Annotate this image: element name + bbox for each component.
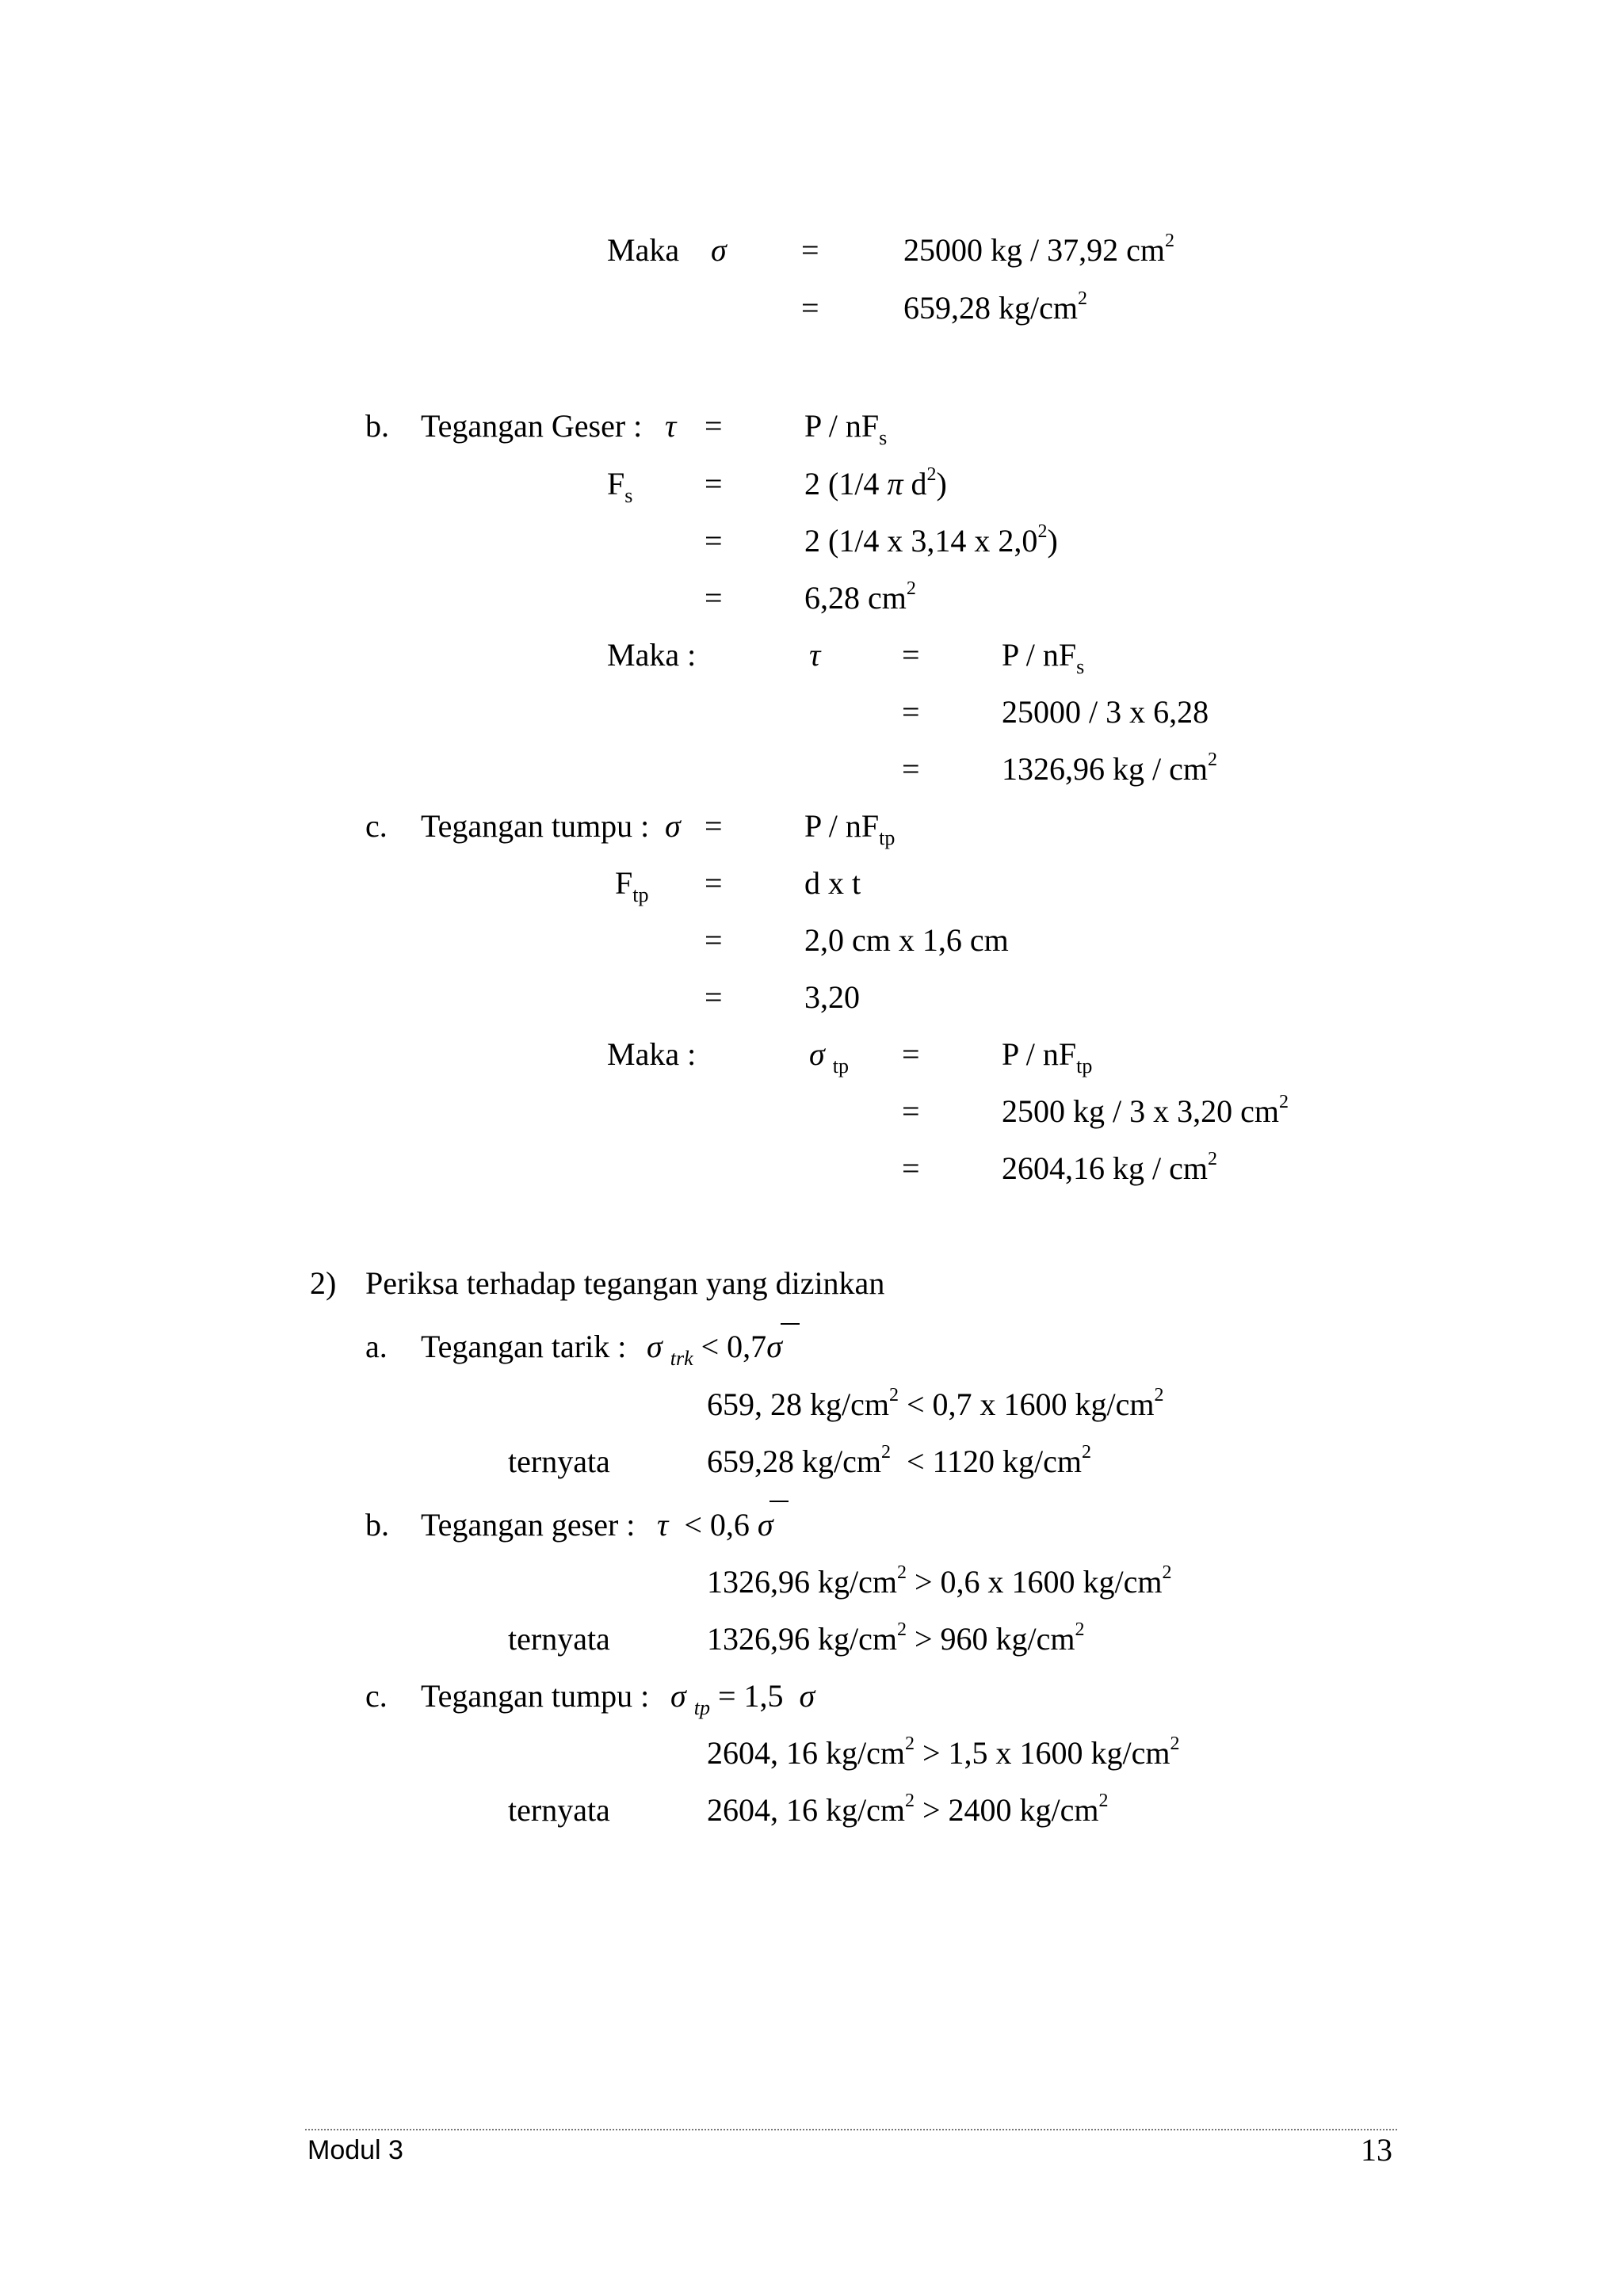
equals-sign: = <box>705 865 723 901</box>
equals-sign: = <box>705 922 723 958</box>
equals-sign: = <box>705 408 723 444</box>
formula: P / $nF_{tp}$ <box>804 808 896 849</box>
section-title: Periksa terhadap tegangan yang dizinkan <box>365 1265 885 1301</box>
equals-sign: = <box>705 466 723 502</box>
formula-result: 659,28 $kg/cm^2$ <box>903 288 1087 326</box>
equals-sign: = <box>801 232 819 268</box>
equals-sign: = <box>705 979 723 1015</box>
check-title-tarik: Tegangan tarik : <box>421 1329 627 1364</box>
formula-result: 3,20 <box>804 979 860 1015</box>
equals-sign: = <box>902 694 920 730</box>
formula: 2500 kg / 3 x 3,20 $cm^2$ <box>1002 1092 1289 1129</box>
check-line: 2604, 16 $kg/cm^2 > 1,5$ x 1600 $kg/cm^2$ <box>707 1733 1180 1771</box>
check-condition: σ $_{tp}$ = 1,5 σ <box>670 1678 815 1719</box>
tau-symbol: τ <box>809 637 821 673</box>
check-line: 1326,96 $kg/cm^2 > 960$ $kg/cm^2$ <box>707 1619 1085 1657</box>
footer-module: Modul 3 <box>307 2135 403 2165</box>
page-number: 13 <box>1361 2132 1392 2168</box>
check-line: 1326,96 $kg/cm^2 > 0,6$ x 1600 $kg/cm^2$ <box>707 1562 1172 1600</box>
sigma-symbol: σ <box>711 232 727 268</box>
sigma-symbol: σ <box>665 808 681 844</box>
footer-rule <box>305 2129 1397 2130</box>
check-line: 659, 28 $kg/cm^2 < 0,7$ x 1600 $kg/cm^2$ <box>707 1385 1164 1422</box>
equals-sign: = <box>902 1150 920 1186</box>
overline <box>769 1501 789 1502</box>
equals-sign: = <box>902 1093 920 1129</box>
formula-result: 2604,16 kg / $cm^2$ <box>1002 1149 1217 1186</box>
formula-result: 6,28 $cm^2$ <box>804 578 916 616</box>
check-title-tumpu: Tegangan tumpu : <box>421 1678 650 1714</box>
formula: 2 (1/4 x 3,14 x $2,0^2$) <box>804 521 1058 559</box>
formula: d x t <box>804 865 861 901</box>
item-label-c: c. <box>365 808 388 844</box>
equals-sign: = <box>902 751 920 787</box>
item-label-b: b. <box>365 1507 389 1543</box>
formula: 2,0 cm x 1,6 cm <box>804 922 1009 958</box>
equals-sign: = <box>705 523 723 559</box>
sigma-tp-symbol: σ $_{tp}$ <box>809 1036 849 1077</box>
check-line: 2604, 16 $kg/cm^2 > 2400$ $kg/cm^2$ <box>707 1791 1109 1828</box>
maka-label: Maka : <box>607 1036 697 1072</box>
section-title-geser: Tegangan Geser : <box>421 408 643 444</box>
formula: P / $nF_{tp}$ <box>1002 1036 1093 1077</box>
ternyata-label: ternyata <box>508 1792 610 1828</box>
overline <box>781 1323 800 1325</box>
ternyata-label: ternyata <box>508 1444 610 1479</box>
formula: P / $nF_s$ <box>804 408 888 449</box>
maka-label: Maka : <box>607 637 697 673</box>
check-condition: τ < 0,6 σ <box>657 1507 773 1543</box>
section-title-tumpu: Tegangan tumpu : <box>421 808 650 844</box>
ternyata-label: ternyata <box>508 1621 610 1657</box>
check-title-geser: Tegangan geser : <box>421 1507 636 1543</box>
equals-sign: = <box>705 580 723 616</box>
equals-sign: = <box>902 1036 920 1072</box>
item-label-c: c. <box>365 1678 388 1714</box>
item-label-b: b. <box>365 408 389 444</box>
formula: P / $nF_s$ <box>1002 637 1085 678</box>
formula-result: 1326,96 kg / $cm^2$ <box>1002 749 1217 787</box>
equals-sign: = <box>801 290 819 326</box>
equals-sign: = <box>705 808 723 844</box>
section-number: 2) <box>310 1265 337 1301</box>
formula: 2 (1/4 π $d^2$) <box>804 464 947 502</box>
ftp-symbol: $F_{tp}$ <box>615 865 649 906</box>
equals-sign: = <box>902 637 920 673</box>
check-line: 659,28 $kg/cm^2 < 1120$ $kg/cm^2$ <box>707 1442 1092 1479</box>
tau-symbol: τ <box>665 408 677 444</box>
formula: 25000 / 3 x 6,28 <box>1002 694 1209 730</box>
maka-label: Maka <box>607 232 680 268</box>
check-condition: σ $_{trk}$ < 0,7σ <box>647 1329 782 1370</box>
item-label-a: a. <box>365 1329 388 1364</box>
fs-symbol: $F_s$ <box>607 466 633 507</box>
formula-result: 25000 kg / 37,92 $cm^2$ <box>903 231 1174 268</box>
